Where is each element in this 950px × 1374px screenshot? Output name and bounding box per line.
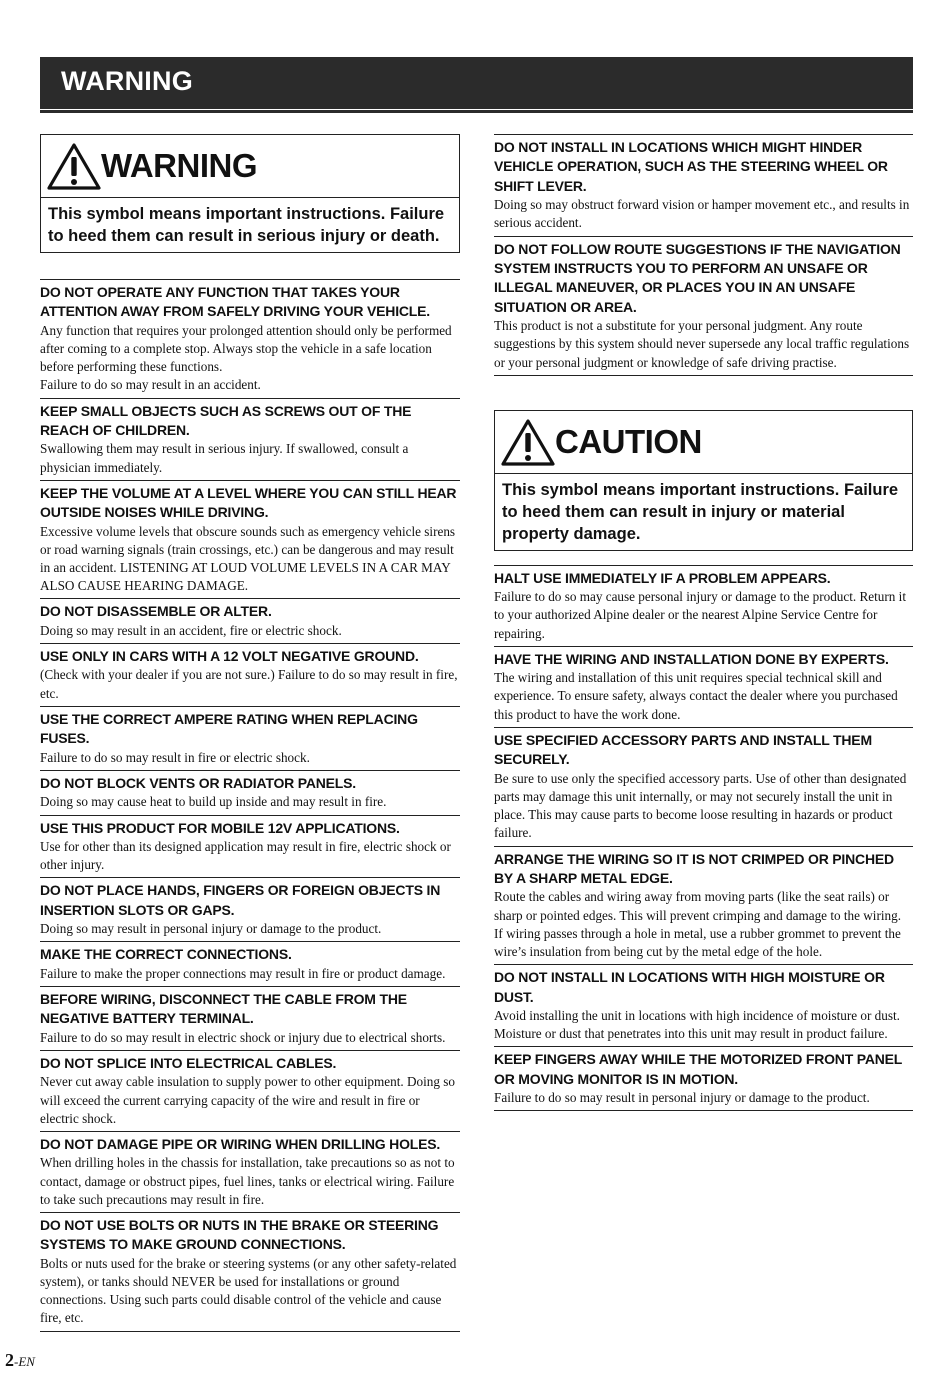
page-title: WARNING [61,66,193,96]
item-heading: DO NOT INSTALL IN LOCATIONS WHICH MIGHT HINDER VEHICLE OPERATION, SUCH AS THE STEERING WHEEL OR SHIFT LEVER. [494,139,888,194]
warning-item [40,877,460,941]
left-item-list [40,279,460,1332]
page-footer [5,1350,35,1371]
warning-item [40,643,460,706]
item-heading: BEFORE WIRING, DISCONNECT THE CABLE FROM THE NEGATIVE BATTERY TERMINAL. [40,990,407,1027]
item-heading: DO NOT SPLICE INTO ELECTRICAL CABLES. [40,1054,337,1071]
page-number: 2 [5,1350,14,1370]
item-heading: ARRANGE THE WIRING SO IT IS NOT CRIMPED OR PINCHED BY A SHARP METAL EDGE. [494,850,894,886]
warning-item [40,480,460,599]
item-body: Failure to do so may result in electric shock or injury due to electrical shorts. [40,1029,446,1045]
item-body: Failure to make the proper connections may result in fire or product damage. [40,965,446,981]
warning-item [40,398,460,480]
caution-box-heading: CAUTION [555,422,702,460]
item-body: Be sure to use only the specified accessory parts. Use of other than designated parts may damage this unit internally, or may not securely install the unit in place. This may cause parts to become loose resulting in hazards or product failure. [494,770,907,841]
warning-item [40,1131,460,1212]
right-column [494,134,913,1111]
warning-item [494,236,913,376]
warning-item [40,770,460,815]
item-heading: USE SPECIFIED ACCESSORY PARTS AND INSTALL THEM SECURELY. [494,731,872,768]
item-body: Never cut away cable insulation to supply power to other equipment. Doing so will exceed the current carrying capacity of the wire and result in fire or electric shock. [40,1074,455,1126]
warning-item [494,565,913,646]
warning-box-heading: WARNING [101,147,257,184]
warning-item [494,1046,913,1111]
warning-triangle-icon [47,142,101,190]
item-heading: HALT USE IMMEDIATELY IF A PROBLEM APPEARS. [494,569,831,586]
caution-box-text: This symbol means important instructions. Failure to heed them can result in injury or material property damage. [502,480,899,543]
item-heading: DO NOT PLACE HANDS, FINGERS OR FOREIGN OBJECTS IN INSERTION SLOTS OR GAPS. [40,882,441,918]
right-top-item-list [494,134,913,376]
warning-item [494,646,913,727]
warning-item [40,815,460,878]
item-heading: DO NOT DISASSEMBLE OR ALTER. [40,603,272,620]
item-heading: KEEP SMALL OBJECTS SUCH AS SCREWS OUT OF THE REACH OF CHILDREN. [40,402,412,439]
warning-item [40,986,460,1050]
item-heading: KEEP FINGERS AWAY WHILE THE MOTORIZED FRONT PANEL OR MOVING MONITOR IS IN MOTION. [494,1051,902,1087]
item-body: Doing so may result in personal injury or damage to the product. [40,921,382,937]
item-heading: DO NOT USE BOLTS OR NUTS IN THE BRAKE OR STEERING SYSTEMS TO MAKE GROUND CONNECTIONS. [40,1217,439,1253]
item-body: The wiring and installation of this unit requires special technical skill and experience. To ensure safety, always contact the dealer where you purchased this product to have the work done. [494,670,898,722]
item-heading: USE ONLY IN CARS WITH A 12 VOLT NEGATIVE GROUND. [40,648,419,665]
page-language-suffix: -EN [14,1354,35,1369]
warning-item [494,846,913,965]
right-bottom-item-list [494,565,913,1112]
item-heading: DO NOT INSTALL IN LOCATIONS WITH HIGH MOISTURE OR DUST. [494,969,885,1005]
item-body: Doing so may obstruct forward vision or hamper movement etc., and results in serious accident. [494,197,910,231]
warning-item [40,1050,460,1131]
item-body: This product is not a substitute for your personal judgment. Any route suggestions by this system should never supersede any local traffic regulations or your personal judgment or knowledge of safe driving practise. [494,318,910,370]
item-heading: USE THE CORRECT AMPERE RATING WHEN REPLACING FUSES. [40,710,418,747]
warning-box-text: This symbol means important instructions. Failure to heed them can result in serious injury or death. [48,205,445,245]
item-heading: MAKE THE CORRECT CONNECTIONS. [40,946,292,963]
item-body: Failure to do so may result in personal injury or damage to the product. [494,1090,870,1106]
item-heading: KEEP THE VOLUME AT A LEVEL WHERE YOU CAN STILL HEAR OUTSIDE NOISES WHILE DRIVING. [40,484,457,521]
item-body: When drilling holes in the chassis for installation, take precautions so as not to contact, damage or obstruct pipes, fuel lines, tanks or electrical wiring. Failure to take such precautions may result in fire. [40,1155,455,1207]
page-header [40,57,913,109]
caution-symbol-box [494,410,913,551]
item-body: Use for other than its designed application may result in fire, electric shock or other injury. [40,838,451,873]
warning-box-title [41,135,459,198]
warning-item [40,706,460,770]
item-body: (Check with your dealer if you are not sure.) Failure to do so may result in fire, etc. [40,667,458,701]
item-body: Failure to do so may cause personal injury or damage to the product. Return it to your authorized Alpine dealer or the nearest Alpine Service Centre for repairing. [494,589,907,641]
warning-item [40,598,460,643]
item-body: Any function that requires your prolonged attention should only be performed after coming to a complete stop. Always stop the vehicle in a safe location before performing these functions. Failure to do so may result in an accident. [40,322,452,393]
item-heading: DO NOT OPERATE ANY FUNCTION THAT TAKES YOUR ATTENTION AWAY FROM SAFELY DRIVING YOUR VEHICLE. [40,284,430,320]
item-heading: DO NOT DAMAGE PIPE OR WIRING WHEN DRILLING HOLES. [40,1135,441,1152]
item-body: Excessive volume levels that obscure sounds such as emergency vehicle sirens or road warning signals (train crossings, etc.) can be dangerous and may result in an accident. LISTENING AT LOUD VOLUME LEVELS IN A CAR MAY ALSO CAUSE HEARING DAMAGE. [40,523,456,594]
item-body: Doing so may result in an accident, fire or electric shock. [40,622,342,638]
left-column [40,134,460,1332]
warning-item [494,134,913,236]
warning-symbol-box [40,134,460,253]
item-body: Avoid installing the unit in locations with high incidence of moisture or dust. Moisture or dust that penetrates into this unit may result in product failure. [494,1007,900,1042]
item-heading: HAVE THE WIRING AND INSTALLATION DONE BY EXPERTS. [494,650,889,667]
item-body: Swallowing them may result in serious injury. If swallowed, consult a physician immediately. [40,441,409,475]
warning-item [40,1212,460,1332]
item-body: Route the cables and wiring away from moving parts (like the seat rails) or sharp or pointed edges. This will prevent crimping and damage to the wiring. If wiring passes through a hole in metal, use a rubber grommet to prevent the wire’s insulation from being cut by the metal edge of the hole. [494,889,902,959]
caution-triangle-icon [501,418,555,466]
item-heading: USE THIS PRODUCT FOR MOBILE 12V APPLICATIONS. [40,819,400,836]
caution-box-title [495,411,912,474]
warning-item [494,964,913,1046]
warning-item [40,941,460,986]
item-heading: DO NOT BLOCK VENTS OR RADIATOR PANELS. [40,774,356,791]
warning-item [40,279,460,398]
item-heading: DO NOT FOLLOW ROUTE SUGGESTIONS IF THE NAVIGATION SYSTEM INSTRUCTS YOU TO PERFORM AN UNSAFE OR ILLEGAL MANEUVER, OR PLACES YOU IN AN UNSAFE SITUATION OR AREA. [494,240,901,315]
item-body: Bolts or nuts used for the brake or steering systems (or any other safety-related system), or tanks should NEVER be used for installations or ground connections. Using such parts could disable control of the vehicle and cause fire, etc. [40,1255,457,1326]
item-body: Doing so may cause heat to build up inside and may result in fire. [40,794,387,810]
item-body: Failure to do so may result in fire or electric shock. [40,749,310,765]
warning-item [494,727,913,846]
